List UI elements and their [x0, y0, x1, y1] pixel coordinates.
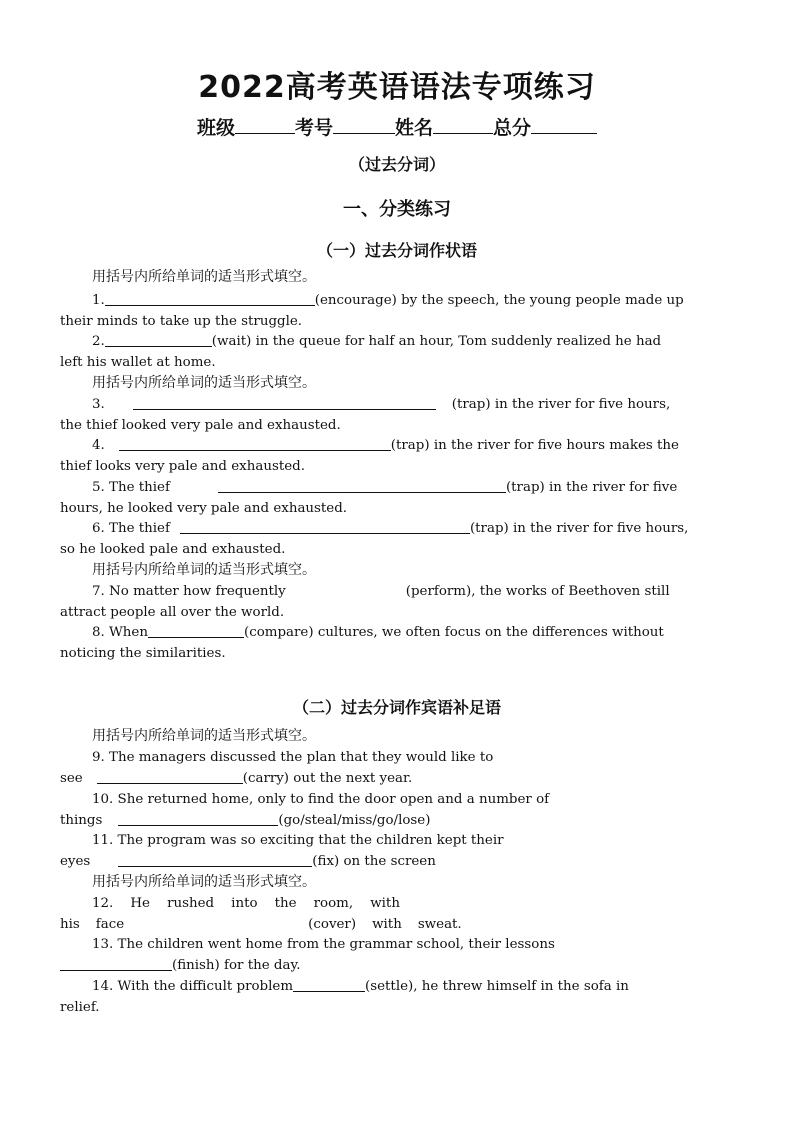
answer-blank-8[interactable] — [148, 623, 244, 638]
section-heading-adverbial: （一）过去分词作状语 — [316, 241, 477, 260]
question-8-line-2: noticing the similarities. — [60, 646, 226, 661]
question-10-line-1: 10. She returned home, only to find the door open and a number of — [92, 792, 550, 807]
answer-blank-4[interactable] — [119, 436, 391, 451]
question-7-line-1: 7. No matter how frequently (perform), the works of Beethoven still — [92, 584, 670, 599]
answer-blank-1[interactable] — [105, 291, 315, 306]
question-6-line-2: so he looked pale and exhausted. — [60, 542, 286, 557]
section-heading-complement: （二）过去分词作宾语补足语 — [292, 698, 501, 717]
class-label: 班级 — [196, 117, 235, 139]
question-8-line-1: 8. When (compare) cultures, we often focus on the differences without — [92, 625, 664, 640]
question-6-line-1: 6. The thief (trap) in the river for five hours, — [92, 521, 689, 536]
question-5-line-2: hours, he looked very pale and exhausted. — [60, 501, 348, 516]
answer-blank-14[interactable] — [293, 977, 365, 992]
name-label: 姓名 — [395, 117, 434, 139]
answer-blank-10[interactable] — [118, 811, 278, 826]
number-label: 考号 — [294, 117, 333, 139]
question-12-line-1: 12. He rushed into the room, with — [92, 896, 400, 911]
question-14-line-1: 14. With the difficult problem (settle), he threw himself in the sofa in — [92, 979, 629, 994]
class-blank[interactable] — [235, 116, 295, 134]
instruction: 用括号内所给单词的适当形式填空。 — [92, 375, 316, 391]
answer-blank-2[interactable] — [105, 332, 212, 347]
question-11-line-1: 11. The program was so exciting that the children kept their — [92, 833, 504, 848]
answer-blank-5[interactable] — [218, 478, 506, 493]
answer-blank-6[interactable] — [180, 519, 470, 534]
question-4-line-1: 4. (trap) in the river for five hours makes the — [92, 438, 679, 453]
question-13-line-1: 13. The children went home from the grammar school, their lessons — [92, 937, 555, 952]
question-7-line-2: attract people all over the world. — [60, 605, 285, 620]
page-title: 2022高考英语语法专项练习 — [198, 70, 596, 105]
name-blank[interactable] — [433, 116, 493, 134]
instruction: 用括号内所给单词的适当形式填空。 — [92, 269, 316, 285]
question-2-line-1: 2. (wait) in the queue for half an hour, Tom suddenly realized he had — [92, 334, 662, 349]
part-heading: 一、分类练习 — [343, 199, 451, 220]
question-1-line-1: 1. (encourage) by the speech, the young people made up — [92, 293, 684, 308]
question-10-line-2: things (go/steal/miss/go/lose) — [60, 813, 431, 828]
question-3-line-2: the thief looked very pale and exhausted. — [60, 418, 341, 433]
score-blank[interactable] — [531, 116, 597, 134]
instruction: 用括号内所给单词的适当形式填空。 — [92, 562, 316, 578]
instruction: 用括号内所给单词的适当形式填空。 — [92, 728, 316, 744]
answer-blank-13[interactable] — [60, 956, 172, 971]
instruction: 用括号内所给单词的适当形式填空。 — [92, 874, 316, 890]
question-9-line-2: see (carry) out the next year. — [60, 771, 413, 786]
question-3-line-1: 3. (trap) in the river for five hours, — [92, 397, 671, 412]
answer-blank-11[interactable] — [118, 852, 312, 867]
question-9-line-1: 9. The managers discussed the plan that they would like to — [92, 750, 494, 765]
number-blank[interactable] — [333, 116, 395, 134]
topic-subtitle: （过去分词） — [348, 155, 445, 174]
answer-blank-3[interactable] — [133, 395, 436, 410]
question-11-line-2: eyes (fix) on the screen — [60, 854, 436, 869]
student-info-line — [0, 113, 794, 140]
score-label: 总分 — [493, 117, 532, 139]
answer-blank-9[interactable] — [97, 769, 243, 784]
question-2-line-2: left his wallet at home. — [60, 355, 216, 370]
question-13-line-2: (finish) for the day. — [60, 955, 734, 976]
question-14-line-2: relief. — [60, 1000, 100, 1015]
question-12-line-2: his face (cover) with sweat. — [60, 917, 462, 932]
question-1-line-2: their minds to take up the struggle. — [60, 314, 303, 329]
question-5-line-1: 5. The thief (trap) in the river for five — [92, 480, 678, 495]
question-4-line-2: thief looks very pale and exhausted. — [60, 459, 305, 474]
